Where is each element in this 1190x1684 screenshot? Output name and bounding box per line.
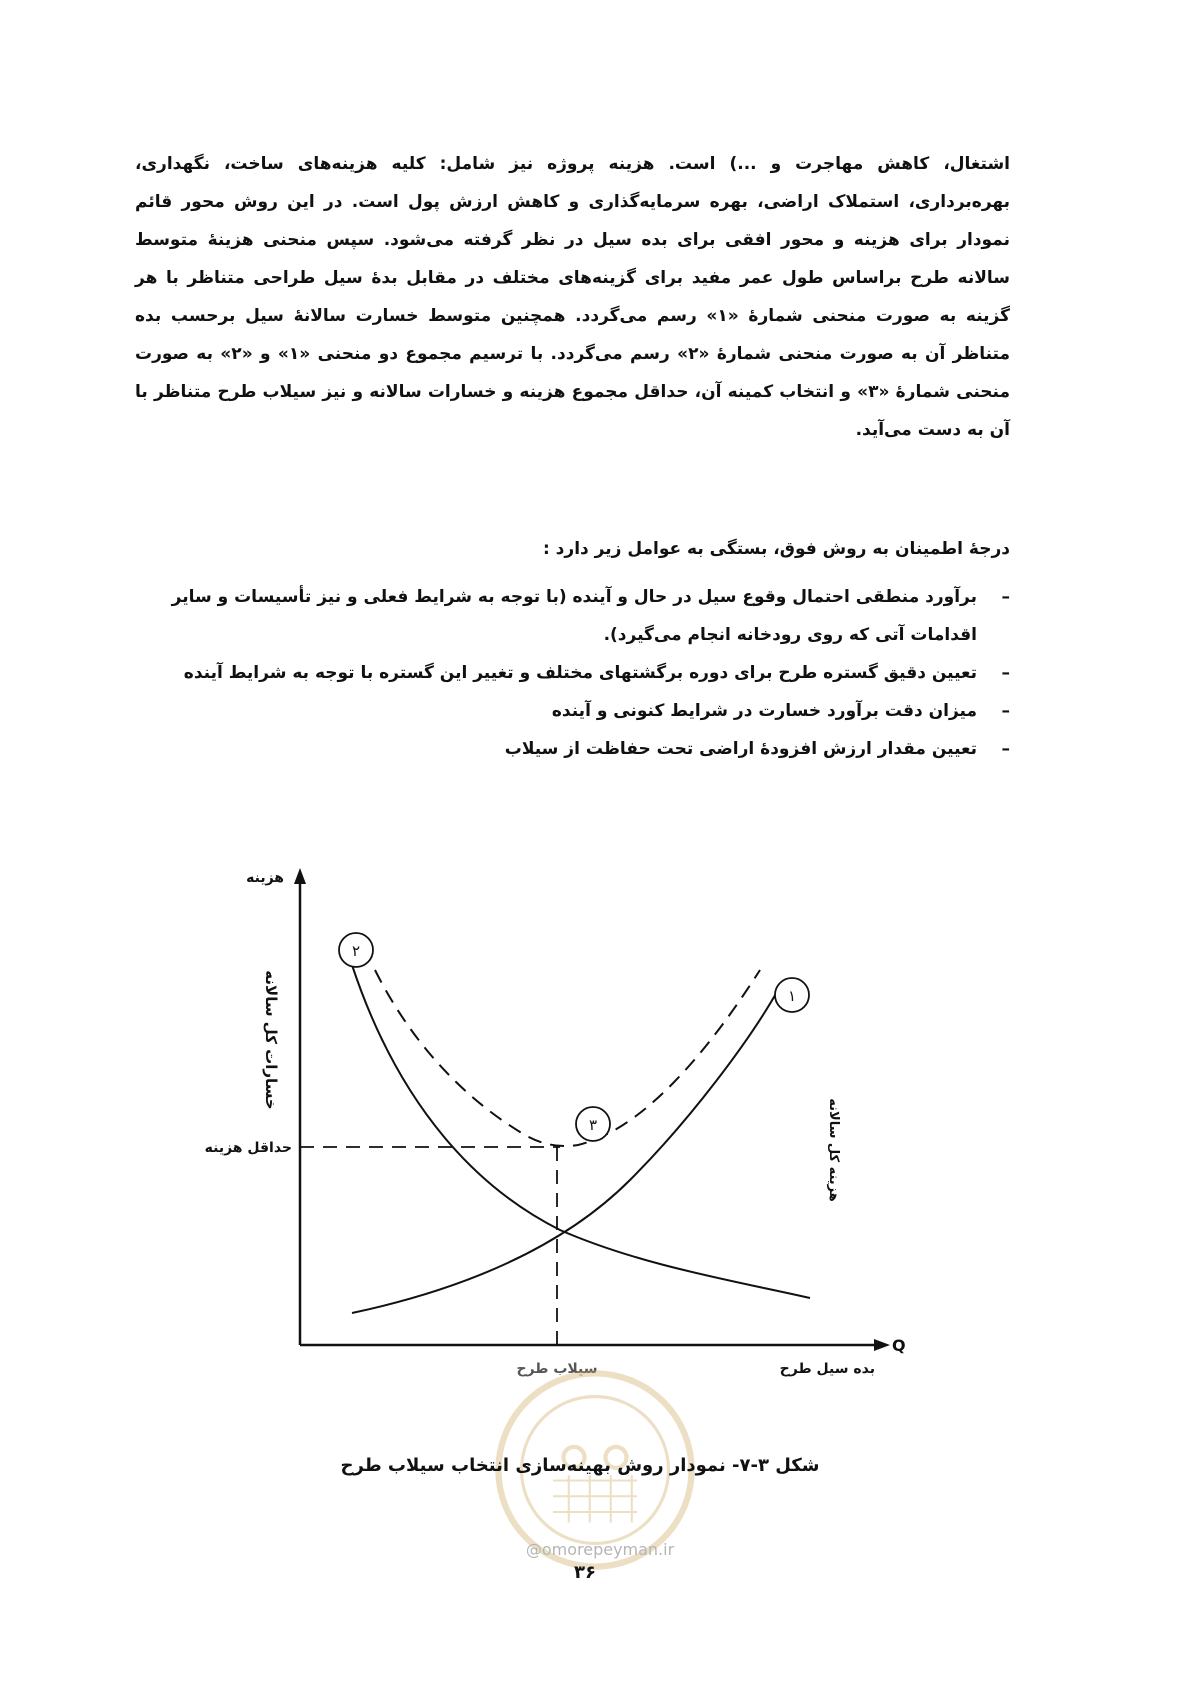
curve-1-annual-cost xyxy=(352,990,778,1313)
x-axis-symbol: Q xyxy=(892,1336,906,1355)
curve-3-number: ۳ xyxy=(588,1116,598,1134)
x-axis-arrowhead xyxy=(874,1339,890,1351)
y-axis-label: هزینه xyxy=(246,870,284,886)
figure-caption: شکل ۳-۷- نمودار روش بهینه‌سازی انتخاب سیلاب طرح xyxy=(340,1455,820,1476)
curve-2-side-label: خسارات کل سالانه xyxy=(262,970,280,1110)
bullet-dash: – xyxy=(1001,701,1010,721)
design-flood-label: سیلاب طرح xyxy=(516,1361,598,1377)
list-item xyxy=(135,578,1010,654)
curve-1-side-label: هزینه کل سالانه xyxy=(826,1098,841,1202)
x-axis-label: بده سیل طرح xyxy=(779,1361,875,1377)
watermark-url: @omorepeyman.ir xyxy=(525,1540,675,1559)
y-axis-arrowhead xyxy=(294,868,306,884)
min-cost-label: حداقل هزینه xyxy=(204,1140,292,1156)
list-item xyxy=(135,654,1010,692)
curve-2-number: ۲ xyxy=(351,942,361,960)
factors-list xyxy=(135,578,1010,768)
bullet-dash: – xyxy=(1001,587,1010,607)
list-item-text: تعیین دقیق گستره طرح برای دوره برگشتهای مختلف و تغییر این گستره با توجه به شرایط آینده xyxy=(183,663,977,683)
body-paragraph-1: اشتغال، کاهش مهاجرت و ...) است. هزینه پروژه نیز شامل: کلیه هزینه‌های ساخت، نگهداری، بهره‌برداری، استملاک اراضی، بهره سرمایه‌گذاری و کاهش ارزش پول است. در این روش محور قائم نمودار برای هزینه و محور افقی برای بده سیل در نظر گرفته می‌شود. سپس منحنی هزینهٔ متوسط سالانه طرح براساس طول عمر مفید برای گزینه‌های مختلف در مقابل بدهٔ سیل طراحی متناظر با هر گزینه به صورت منحنی شمارهٔ «۱» رسم می‌گردد. همچنین متوسط خسارت سالانهٔ سیل برحسب بده متناظر آن به صورت منحنی شمارهٔ «۲» رسم می‌گردد. با ترسیم مجموع دو منحنی «۱» و «۲» به صورت منحنی شمارهٔ «۳» و انتخاب کمینه آن، حداقل مجموع هزینه و خسارات سالانه و نیز سیلاب طرح متناظر با آن به دست می‌آید. xyxy=(135,154,1011,440)
curve-1-number: ۱ xyxy=(787,987,797,1005)
body-paragraph-2-intro: درجهٔ اطمینان به روش فوق، بستگی به عوامل زیر دارد : xyxy=(542,539,1010,559)
list-item xyxy=(135,692,1010,730)
list-item xyxy=(135,730,1010,768)
bullet-dash: – xyxy=(1001,663,1010,683)
list-item-text: تعیین مقدار ارزش افزودهٔ اراضی تحت حفاظت از سیلاب xyxy=(504,739,977,759)
page-number: ۳۶ xyxy=(574,1562,596,1583)
curve-3-total-dashed xyxy=(375,970,760,1146)
list-item-text: میزان دقت برآورد خسارت در شرایط کنونی و آینده xyxy=(551,701,977,721)
bullet-dash: – xyxy=(1001,739,1010,759)
list-item-text: برآورد منطقی احتمال وقوع سیل در حال و آینده (با توجه به شرایط فعلی و نیز تأسیسات و سایر اقدامات آتی که روی رودخانه انجام می‌گیرد). xyxy=(171,587,977,645)
